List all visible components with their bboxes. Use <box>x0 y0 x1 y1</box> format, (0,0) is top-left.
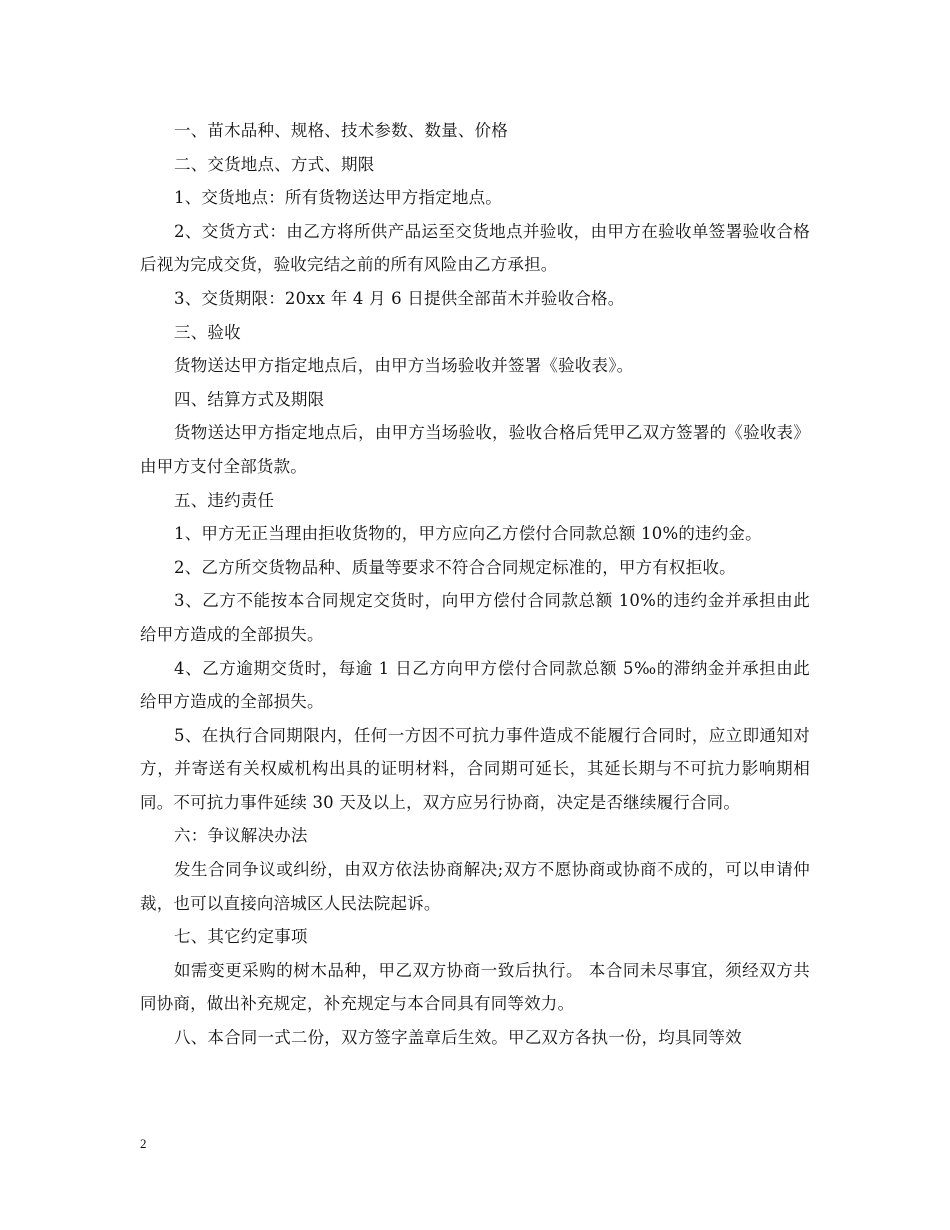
clause-8-copies: 八、本合同一式二份，双方签字盖章后生效。甲乙双方各执一份，均具同等效 <box>174 1028 742 1048</box>
liability-item-2: 2、乙方所交货物品种、质量等要求不符合合同规定标准的，甲方有权拒收。 <box>174 557 736 577</box>
heading-6-dispute: 六：争议解决办法 <box>174 826 308 846</box>
acceptance-text: 货物送达甲方指定地点后，由甲方当场验收并签署《验收表》。 <box>174 356 634 376</box>
page-number: 2 <box>140 1136 147 1151</box>
dispute-text: 发生合同争议或纠纷，由双方依法协商解决;双方不愿协商或协商不成的，可以申请仲裁，也可以直接向涪城区人民法院起诉。 <box>140 860 810 913</box>
settlement-text: 货物送达甲方指定地点后，由甲方当场验收，验收合格后凭甲乙双方签署的《验收表》由甲方支付全部货款。 <box>140 423 810 476</box>
liability-item-5: 5、在执行合同期限内，任何一方因不可抗力事件造成不能履行合同时，应立即通知对方，并寄送有关权威机构出具的证明材料，合同期可延长，其延长期与不可抗力影响期相同。不可抗力事件延续 30 天及以上，双方应另行协商，决定是否继续履行合同。 <box>140 725 810 812</box>
liability-item-4: 4、乙方逾期交货时，每逾 1 日乙方向甲方偿付合同款总额 5‰的滞纳金并承担由此给甲方造成的全部损失。 <box>140 658 810 712</box>
heading-1-seedling-variety: 一、苗木品种、规格、技术参数、数量、价格 <box>174 121 508 140</box>
heading-4-settlement: 四、结算方式及期限 <box>174 389 325 409</box>
delivery-method: 2、交货方式：由乙方将所供产品运至交货地点并验收，由甲方在验收单签署验收合格后视为完成交货，验收完结之前的所有风险由乙方承担。 <box>140 221 810 275</box>
heading-2-delivery: 二、交货地点、方式、期限 <box>174 154 375 174</box>
document-body <box>140 114 810 1055</box>
liability-item-1: 1、甲方无正当理由拒收货物的，甲方应向乙方偿付合同款总额 10%的违约金。 <box>174 524 762 544</box>
heading-5-liability: 五、违约责任 <box>174 490 275 510</box>
heading-3-acceptance: 三、验收 <box>174 322 241 342</box>
heading-7-other-terms: 七、其它约定事项 <box>174 927 308 947</box>
delivery-location: 1、交货地点：所有货物送达甲方指定地点。 <box>174 188 502 208</box>
other-terms-text: 如需变更采购的树木品种，甲乙双方协商一致后执行。 本合同未尽事宜，须经双方共同协商，做出补充规定，补充规定与本合同具有同等效力。 <box>140 960 810 1014</box>
delivery-deadline: 3、交货期限：20xx 年 4 月 6 日提供全部苗木并验收合格。 <box>174 288 625 308</box>
liability-item-3: 3、乙方不能按本合同规定交货时，向甲方偿付合同款总额 10%的违约金并承担由此给甲方造成的全部损失。 <box>140 591 810 644</box>
